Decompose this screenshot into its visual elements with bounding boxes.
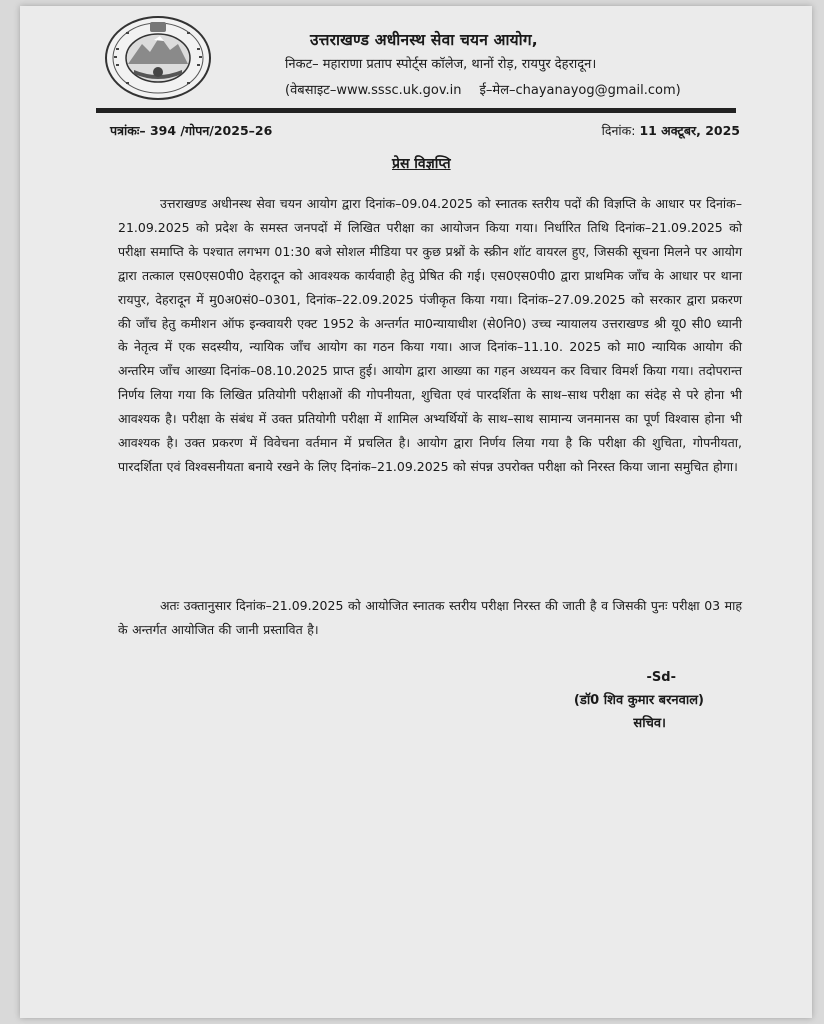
signature-block — [524, 666, 704, 735]
page-title: प्रेस विज्ञप्ति — [392, 156, 451, 172]
organization-address: निकट– महाराणा प्रताप स्पोर्ट्स कॉलेज, थानों रोड़, रायपुर देहरादून। — [285, 57, 597, 72]
sssc-emblem-icon — [104, 14, 212, 102]
date-value: 11 अक्टूबर, 2025 — [639, 123, 740, 138]
body-paragraph-2: अतः उक्तानुसार दिनांक–21.09.2025 को आयोजित स्नातक स्तरीय परीक्षा निरस्त की जाती है व जिसकी पुनः परीक्षा 03 माह के अन्तर्गत आयोजित की जानी प्रस्तावित है। — [118, 598, 742, 637]
signatory-designation: सचिव। — [633, 716, 666, 731]
press-release-document — [20, 6, 812, 1018]
letter-date — [602, 122, 740, 139]
organization-contact — [285, 80, 681, 98]
date-label: दिनांक: — [601, 123, 636, 138]
website-text: (वेबसाइट–www.sssc.uk.gov.in — [285, 83, 462, 98]
body-paragraph-1: उत्तराखण्ड अधीनस्थ सेवा चयन आयोग द्वारा दिनांक–09.04.2025 को स्नातक स्तरीय पदों की विज्ञप्ति के आधार पर दिनांक–21.09.2025 को प्रदेश के समस्त जनपदों में लिखित परीक्षा का आयोजन किया गया। निर्धारित तिथि दिनांक–21.09.2025 को परीक्षा समाप्ति के पश्चात लगभग 01:30 बजे सोशल मीडिया पर कुछ प्रश्नों के स्क्रीन शॉट वायरल हुए, जिसकी सूचना मिलने पर आयोग द्वारा तत्काल एस0एस0पी0 देहरादून को आवश्यक कार्यवाही हेतु प्रेषित की गई। एस0एस0पी0 द्वारा प्राथमिक जाँच के आधार पर थाना रायपुर, देहरादून में मु0अ0सं0–0301, दिनांक–22.09.2025 पंजीकृत किया गया। दिनांक–27.09.2025 को सरकार द्वारा प्रकरण की जाँच हेतु कमीशन ऑफ इन्क्वायरी एक्ट 1952 के अन्तर्गत मा0न्यायाधीश (से0नि0) उच्च न्यायालय उत्तराखण्ड श्री यू0 सी0 ध्यानी के नेतृत्व में एक सदस्यीय, न्यायिक जाँच आयोग का गठन किया गया। आज दिनांक–11.10. 2025 को मा0 न्यायिक आयोग की अन्तरिम जाँच आख्या दिनांक–08.10.2025 प्राप्त हुई। आयोग द्वारा आख्या का गहन अध्ययन कर विचार विमर्श किया गया। तदोपरान्त निर्णय लिया गया कि लिखित प्रतियोगी परीक्षाओं की गोपनीयता, शुचिता एवं पारदर्शिता के साथ–साथ परीक्षा का संदेह से परे होना भी आवश्यक है। परीक्षा के संबंध में उक्त प्रतियोगी परीक्षा में शामिल अभ्यर्थियों के साथ–साथ सामान्य जनमानस का पूर्ण विश्वास होना भी आवश्यक है। उक्त प्रकरण में विवेचना वर्तमान में प्रचलित है। आयोग द्वारा निर्णय लिया गया है कि परीक्षा की शुचिता, गोपनीयता, पारदर्शिता एवं विश्वसनीयता बनाये रखने के लिए दिनांक–21.09.2025 को संपन्न उपरोक्त परीक्षा को निरस्त किया जाना समुचित होगा। — [118, 196, 742, 474]
header-divider — [96, 108, 736, 113]
signatory-name: (डॉ0 शिव कुमार बरनवाल) — [573, 693, 704, 708]
email-text: ई–मेल–chayanayog@gmail.com) — [479, 83, 681, 98]
reference-number: पत्रांकः– 394 /गोपन/2025–26 — [110, 123, 273, 138]
signature-sd: -Sd- — [646, 670, 676, 685]
organization-name: उत्तराखण्ड अधीनस्थ सेवा चयन आयोग, — [310, 31, 538, 49]
